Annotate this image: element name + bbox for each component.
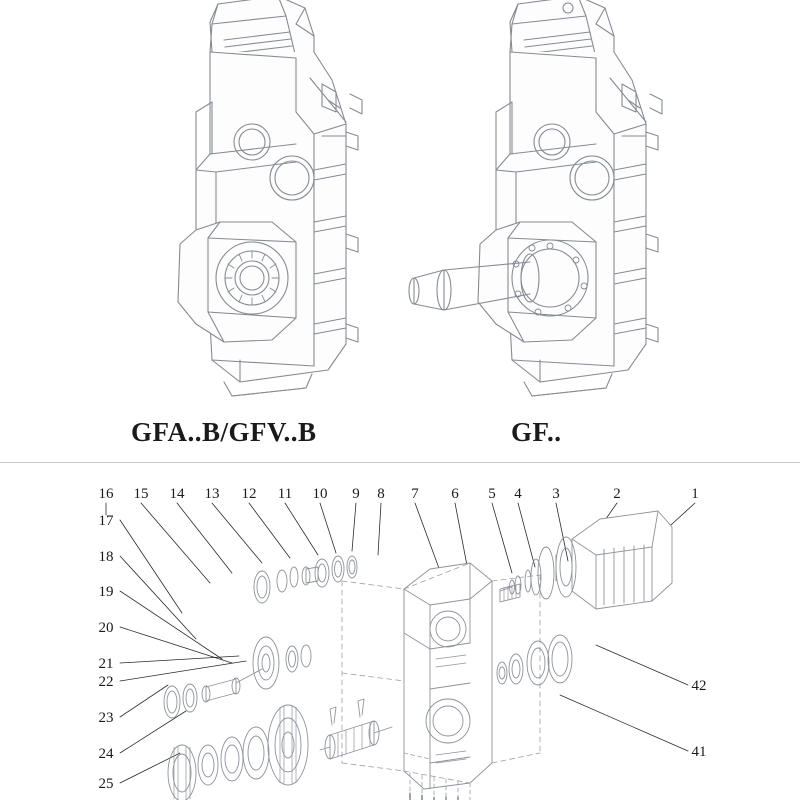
callout-23: 23: [98, 710, 114, 726]
callout-21: 21: [98, 656, 114, 672]
exploded-view-panel: [0, 463, 800, 800]
callout-2: 2: [613, 486, 621, 502]
callout-12: 12: [241, 486, 257, 502]
callout-8: 8: [377, 486, 385, 502]
callout-18: 18: [98, 549, 114, 565]
exploded-view-svg: [0, 463, 800, 800]
callout-19: 19: [98, 584, 114, 600]
caption-gfab-gfvb: GFA..B/GFV..B: [131, 417, 317, 447]
callout-13: 13: [204, 486, 220, 502]
callout-7: 7: [411, 486, 419, 502]
callout-3: 3: [552, 486, 560, 502]
callout-17: 17: [98, 513, 114, 529]
callout-25: 25: [98, 776, 114, 792]
callout-9: 9: [352, 486, 360, 502]
callout-number-group-right: [692, 678, 707, 760]
callout-41: 41: [691, 744, 707, 760]
callout-number-group-left: [99, 513, 115, 792]
callout-15: 15: [133, 486, 149, 502]
callout-20: 20: [98, 620, 114, 636]
callout-22: 22: [98, 674, 114, 690]
callout-10: 10: [312, 486, 328, 502]
callout-14: 14: [169, 486, 185, 502]
callout-16: 16: [98, 486, 114, 502]
callout-42: 42: [691, 678, 707, 694]
callout-6: 6: [451, 486, 459, 502]
callout-4: 4: [514, 486, 522, 502]
callout-1: 1: [691, 486, 699, 502]
gearbox-drawing-left: [100, 0, 400, 404]
caption-gf: GF..: [511, 417, 562, 447]
callout-number-group-top: [99, 486, 699, 502]
gearbox-drawing-right: [400, 0, 720, 404]
callout-5: 5: [488, 486, 496, 502]
callout-11: 11: [277, 486, 293, 502]
callout-24: 24: [98, 746, 114, 762]
